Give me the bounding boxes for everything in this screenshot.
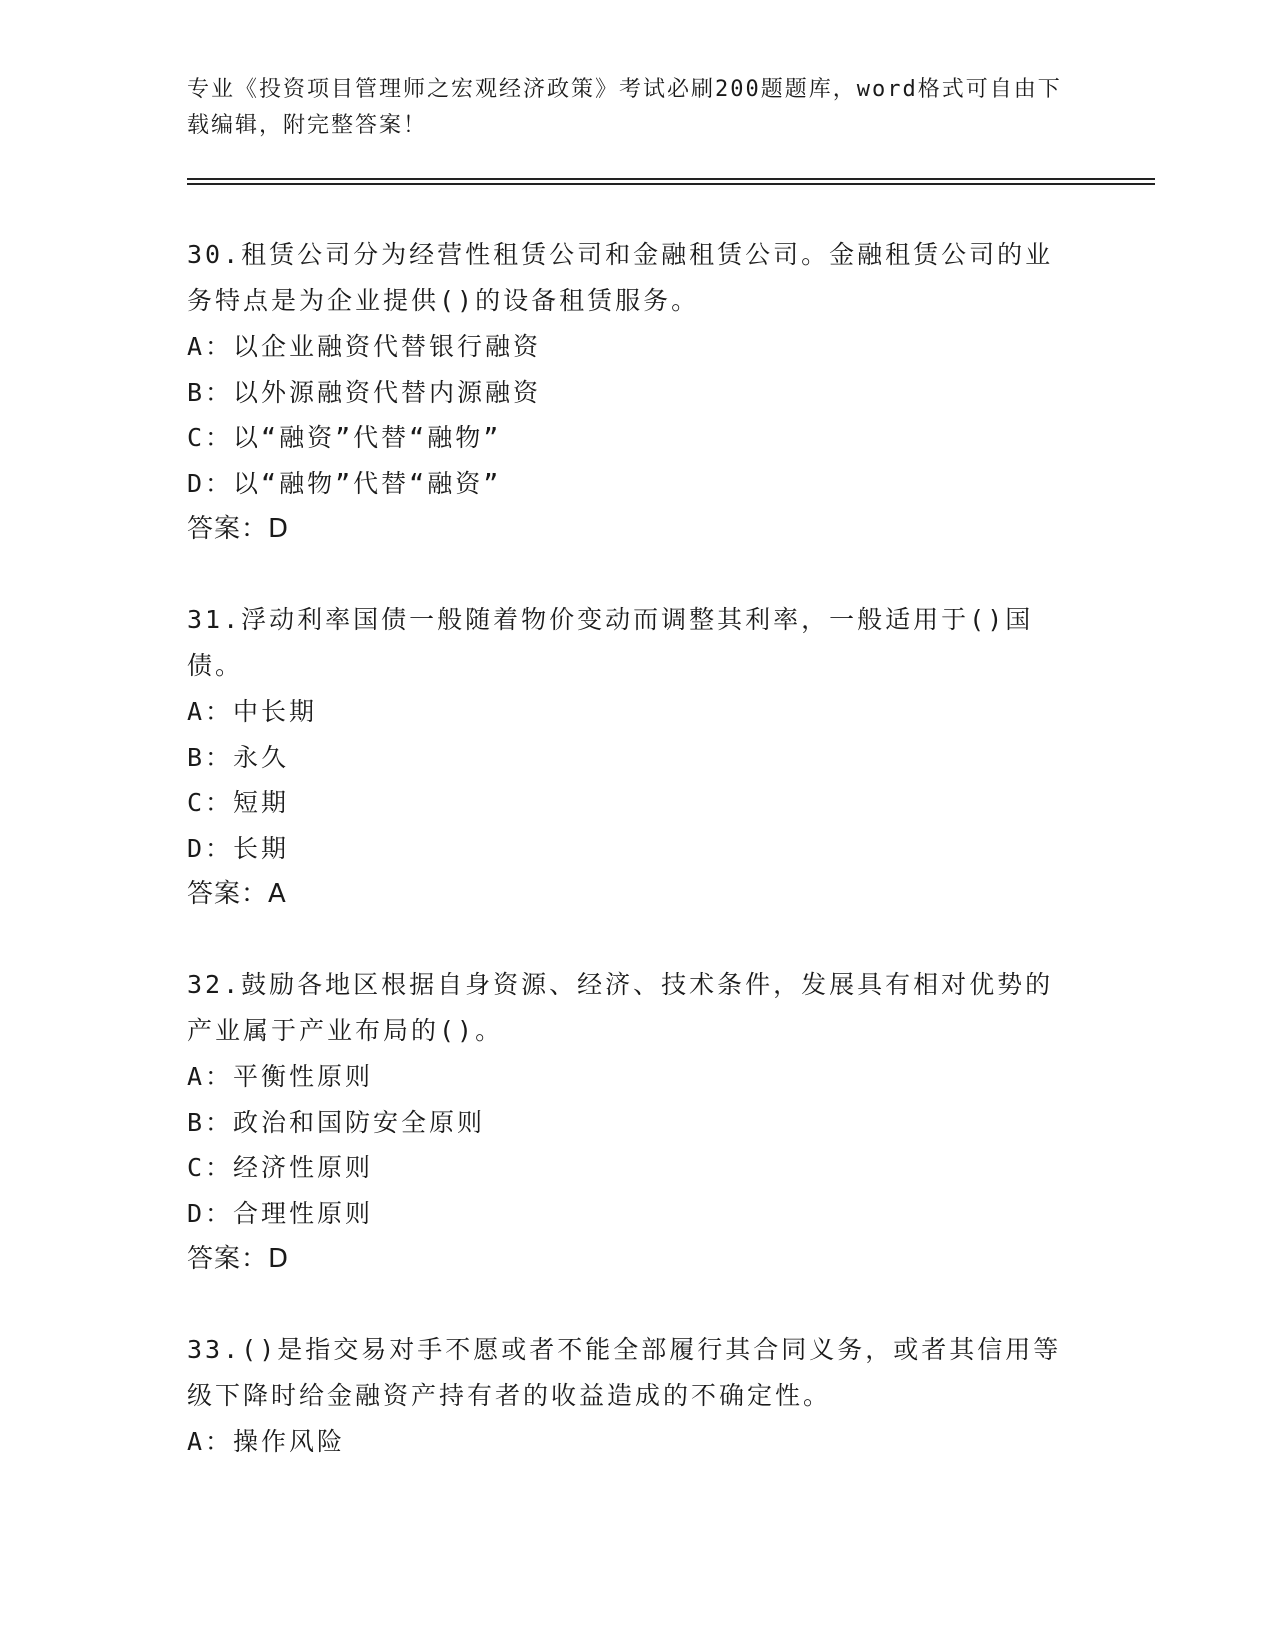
option-a: A：中长期 (187, 697, 318, 726)
question-33 (187, 1327, 1067, 1465)
option-b: B：永久 (187, 742, 290, 772)
question-30 (187, 232, 1067, 552)
answer: 答案：D (187, 514, 290, 544)
header-divider-bottom (187, 183, 1155, 185)
question-31 (187, 597, 1067, 917)
option-c: C：短期 (187, 788, 290, 817)
answer: 答案：A (187, 879, 287, 909)
option-b: B：政治和国防安全原则 (187, 1107, 486, 1137)
option-a: A：以企业融资代替银行融资 (187, 332, 542, 361)
option-a: A：操作风险 (187, 1427, 346, 1456)
option-a: A：平衡性原则 (187, 1062, 374, 1091)
option-d: D：合理性原则 (187, 1198, 374, 1228)
option-d: D：长期 (187, 833, 290, 863)
option-b: B：以外源融资代替内源融资 (187, 377, 542, 407)
answer: 答案：D (187, 1244, 290, 1274)
question-stem: 32.鼓励各地区根据自身资源、经济、技术条件，发展具有相对优势的产业属于产业布局的()。 (187, 970, 1054, 1045)
document-header: 专业《投资项目管理师之宏观经济政策》考试必刷200题题库，word格式可自由下载编辑，附完整答案！ (187, 77, 1062, 138)
question-32 (187, 962, 1067, 1282)
header-divider-top (187, 178, 1155, 180)
option-c: C：经济性原则 (187, 1153, 374, 1182)
question-stem: 30.租赁公司分为经营性租赁公司和金融租赁公司。金融租赁公司的业务特点是为企业提供()的设备租赁服务。 (187, 240, 1054, 315)
option-d: D：以“融物”代替“融资” (187, 468, 502, 498)
question-stem: 31.浮动利率国债一般随着物价变动而调整其利率，一般适用于()国债。 (187, 605, 1034, 680)
option-c: C：以“融资”代替“融物” (187, 423, 502, 452)
question-stem: 33.()是指交易对手不愿或者不能全部履行其合同义务，或者其信用等级下降时给金融资产持有者的收益造成的不确定性。 (187, 1335, 1062, 1410)
